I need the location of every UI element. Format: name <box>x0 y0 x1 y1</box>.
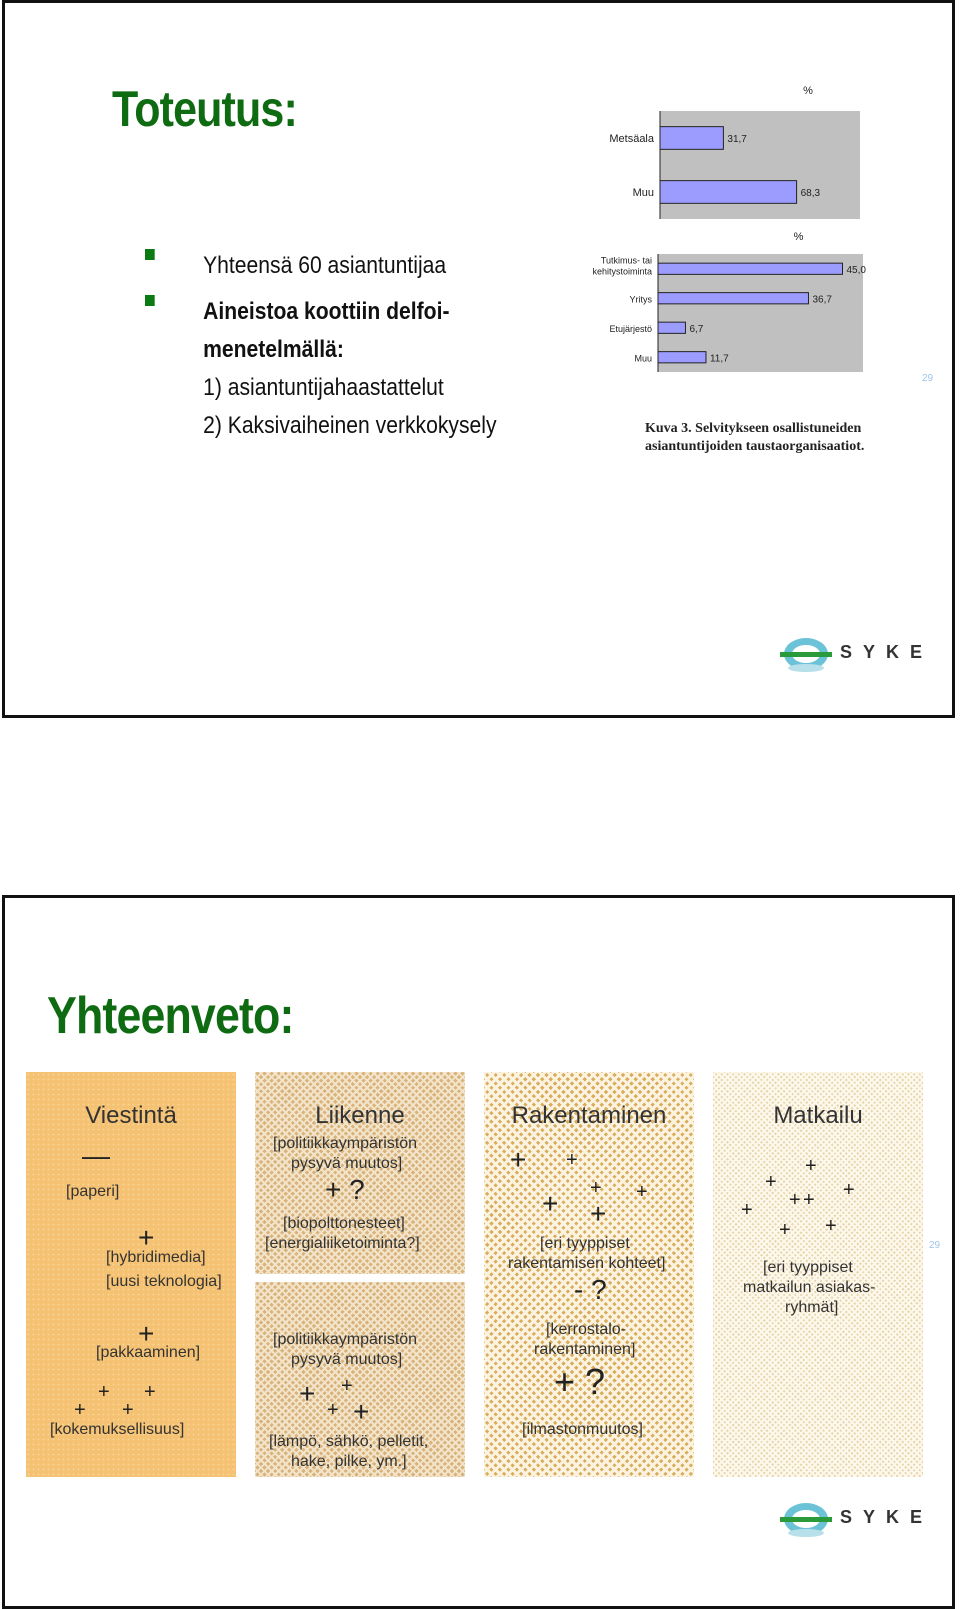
label-matkailun-asiakas: matkailun asiakas- <box>743 1279 876 1296</box>
label-eri-tyyppiset: [eri tyyppiset <box>763 1259 853 1276</box>
bullet-text: 1) asiantuntijahaastattelut <box>203 374 444 401</box>
bullet-text: Aineistoa koottiin delfoi- <box>203 298 450 325</box>
slide-yhteenveto <box>2 895 955 1609</box>
plus-sign: + <box>566 1149 578 1171</box>
data-label: 36,7 <box>812 294 832 306</box>
page-number: 29 <box>929 1240 941 1251</box>
panel-matkailu <box>713 1072 923 1477</box>
plus-sign: + <box>74 1399 86 1421</box>
label-biopolttonesteet: [biopolttonesteet] <box>283 1215 405 1232</box>
plus-sign: + <box>805 1155 817 1177</box>
bullet-text: Yhteensä 60 asiantuntijaa <box>203 252 447 279</box>
plus-sign: + <box>353 1396 370 1427</box>
plus-sign: + <box>590 1198 607 1229</box>
minus-sign: — <box>82 1140 110 1171</box>
category-label: Yritys <box>629 294 652 305</box>
label-lampo: [lämpö, sähkö, pelletit, <box>269 1433 429 1450</box>
panel-liikenne-lower <box>255 1282 465 1477</box>
label-paperi: [paperi] <box>66 1183 120 1200</box>
syke-logo <box>778 636 948 676</box>
bullet-line <box>145 247 488 285</box>
slide-title: Yhteenveto: <box>47 987 294 1045</box>
plus-sign: + <box>98 1381 110 1403</box>
plus-sign: + <box>138 1318 155 1349</box>
bullet-text: menetelmällä: <box>203 336 344 363</box>
chart-title: % <box>803 85 813 97</box>
panel-title: Liikenne <box>315 1102 405 1129</box>
panel-viestinta <box>26 1072 236 1477</box>
bar-0 <box>660 127 723 150</box>
plus-question: + ? <box>325 1174 365 1205</box>
bar-1 <box>658 293 808 304</box>
category-label: Muu <box>632 187 654 199</box>
bullet-square-icon <box>145 295 155 306</box>
chart-title: % <box>793 231 804 243</box>
bullet-line <box>145 407 497 445</box>
bar-1 <box>660 181 797 204</box>
plus-sign: + <box>825 1215 837 1237</box>
data-label: 68,3 <box>800 188 821 199</box>
label-ilmastonmuutos: [ilmastonmuutos] <box>522 1421 643 1438</box>
data-label: 31,7 <box>727 134 747 145</box>
plus-sign: + <box>542 1188 559 1219</box>
plus-sign: + <box>741 1199 753 1221</box>
plus-sign: + <box>803 1189 815 1211</box>
plus-sign: + <box>765 1171 777 1193</box>
bar-0 <box>658 263 843 274</box>
label-politiikkaymparisto: [politiikkaympäristön <box>273 1135 418 1152</box>
category-label: Muu <box>634 353 652 364</box>
plus-sign: + <box>144 1381 156 1403</box>
label-pysyva-muutos: pysyvä muutos] <box>291 1351 403 1368</box>
label-politiikkaymparisto: [politiikkaympäristön <box>273 1331 418 1348</box>
syke-logo-text: SYKE <box>840 642 934 662</box>
slide-toteutus <box>2 0 955 718</box>
bar-3 <box>658 352 706 363</box>
label-ryhmat: ryhmät] <box>785 1299 839 1316</box>
plus-sign: + <box>789 1189 801 1211</box>
label-uusi-teknologia: [uusi teknologia] <box>106 1273 222 1290</box>
slide-title: Toteutus: <box>112 81 297 137</box>
category-label: Etujärjestö <box>609 323 652 334</box>
plus-sign: + <box>779 1219 791 1241</box>
category-label: Metsäala <box>609 133 654 145</box>
bullet-line <box>145 369 488 407</box>
plus-sign: + <box>138 1222 155 1253</box>
bullet-text: 2) Kaksivaiheinen verkkokysely <box>203 412 497 439</box>
plus-sign: + <box>843 1179 855 1201</box>
label-kerrostalo: [kerrostalo- <box>546 1321 627 1338</box>
syke-logo <box>778 1501 948 1541</box>
chart-taustaorganisaatiot <box>585 226 905 386</box>
bullet-line <box>145 331 488 369</box>
label-hake: hake, pilke, ym.] <box>291 1453 407 1470</box>
syke-logo-text: SYKE <box>840 1507 934 1527</box>
plus-sign: + <box>122 1399 134 1421</box>
label-kokemuksellisuus: [kokemuksellisuus] <box>50 1421 185 1438</box>
plus-sign: + <box>341 1375 353 1397</box>
data-label: 45,0 <box>846 264 866 276</box>
bullet-list <box>145 247 535 445</box>
caption-line-2: asiantuntijoiden taustaorganisaatiot. <box>645 439 865 454</box>
data-label: 6,7 <box>689 323 704 335</box>
data-label: 11,7 <box>709 353 729 365</box>
bullet-line <box>145 293 488 331</box>
plus-sign: + <box>327 1399 339 1421</box>
label-rakentamisen-kohteet: rakentamisen kohteet] <box>508 1255 666 1272</box>
plus-sign: + <box>510 1144 527 1175</box>
label-eri-tyyppiset: [eri tyyppiset <box>540 1235 630 1252</box>
plus-sign: + <box>590 1177 602 1199</box>
plus-question: + ? <box>554 1361 606 1402</box>
plus-sign: + <box>299 1378 316 1409</box>
page-number: 29 <box>922 373 934 384</box>
plus-sign: + <box>636 1181 648 1203</box>
label-rakentaminen: rakentaminen] <box>534 1341 636 1358</box>
panel-title: Viestintä <box>85 1102 177 1129</box>
panel-title: Matkailu <box>773 1102 863 1129</box>
syke-logo-icon <box>778 636 834 676</box>
minus-question: - ? <box>574 1274 607 1305</box>
label-hybridimedia: [hybridimedia] <box>106 1249 206 1266</box>
category-label: kehitystoiminta <box>592 266 652 277</box>
syke-logo-icon <box>778 1501 834 1541</box>
chart-metsaala <box>588 81 888 231</box>
category-label: Tutkimus- tai <box>600 255 652 266</box>
panel-liikenne-upper <box>255 1072 465 1274</box>
figure-caption <box>645 420 864 456</box>
panel-title: Rakentaminen <box>511 1102 667 1129</box>
label-pysyva-muutos: pysyvä muutos] <box>291 1155 403 1172</box>
caption-line-1: Kuva 3. Selvitykseen osallistuneiden <box>645 421 862 436</box>
label-energialiiketoiminta: [energialiiketoiminta?] <box>265 1235 420 1252</box>
panel-rakentaminen <box>484 1072 694 1477</box>
bullet-square-icon <box>145 249 155 260</box>
label-pakkaaminen: [pakkaaminen] <box>96 1344 201 1361</box>
bar-2 <box>658 322 685 333</box>
